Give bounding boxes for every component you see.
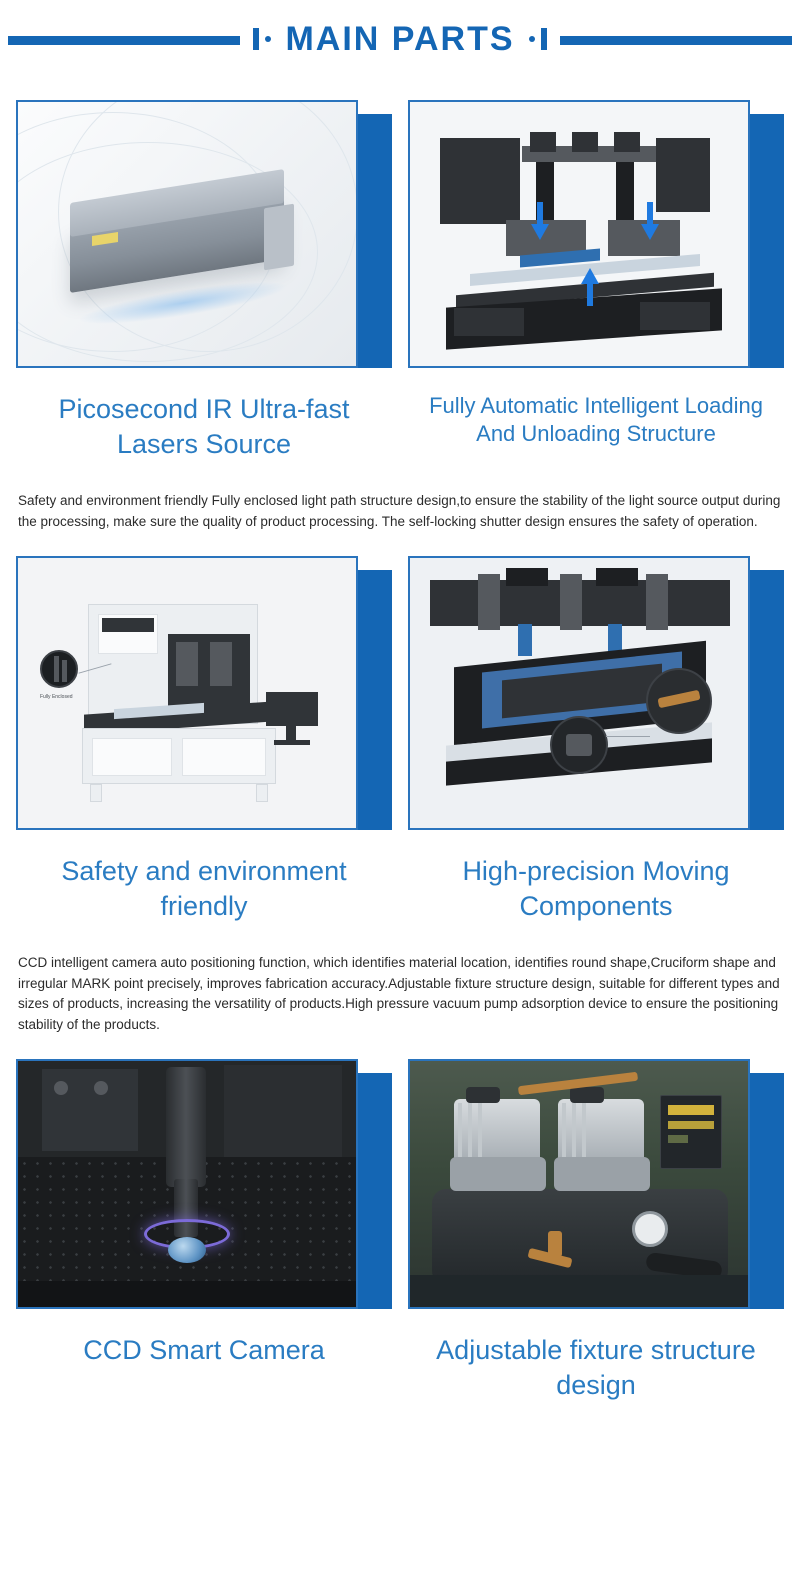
card-safety-environment	[16, 556, 392, 923]
card-moving-components	[408, 556, 784, 923]
fully-enclosed-annotation: Fully Enclosed	[40, 694, 73, 701]
figure-moving-components	[408, 556, 784, 830]
figure-safety-environment	[16, 556, 392, 830]
card-picosecond-laser	[16, 100, 392, 461]
figure-picosecond-laser	[16, 100, 392, 368]
card-caption: High-precision Moving Components	[462, 856, 730, 921]
card-caption: Safety and environment friendly	[61, 856, 347, 921]
row-3	[16, 1059, 784, 1402]
paragraph-ccd: CCD intelligent camera auto positioning function, which identifies material location, identifies round shape,Cruciform shape and irregular MARK point precisely, improves fabrication accuracy.Adjustable fixture structure design, suitable for different types and sizes of products, increasing the versatility of products.High pressure vacuum pump adsorption device to ensure the positioning stability of the products.	[18, 955, 780, 1032]
card-caption: Fully Automatic Intelligent Loading And Unloading Structure	[429, 393, 763, 447]
bar-icon	[541, 28, 547, 50]
card-ccd-camera	[16, 1059, 392, 1402]
dot-icon	[529, 36, 535, 42]
card-adjustable-fixture	[408, 1059, 784, 1402]
header-right-marks	[529, 28, 547, 50]
paragraph-safety: Safety and environment friendly Fully enclosed light path structure design,to ensure the stability of the light source output during the processing, make sure the quality of product processing. The self-locking shutter design ensures the safety of operation.	[18, 493, 781, 529]
automatic-loading-unloading-structure-photo	[408, 100, 750, 368]
figure-auto-loading	[408, 100, 784, 368]
ccd-smart-camera-photo	[16, 1059, 358, 1309]
row-1	[16, 100, 784, 461]
bar-icon	[253, 28, 259, 50]
card-caption: CCD Smart Camera	[83, 1335, 325, 1366]
adjustable-fixture-vacuum-pump-photo	[408, 1059, 750, 1309]
header-rule-right	[560, 36, 792, 45]
page-title: MAIN PARTS	[285, 19, 515, 58]
card-caption: Adjustable fixture structure design	[436, 1335, 756, 1400]
header-rule-left	[8, 36, 240, 45]
figure-ccd-camera	[16, 1059, 392, 1309]
row-2	[16, 556, 784, 923]
card-auto-loading	[408, 100, 784, 461]
high-precision-moving-components-photo	[408, 556, 750, 830]
header-left-marks	[253, 28, 271, 50]
dot-icon	[265, 36, 271, 42]
fully-enclosed-machine-photo	[16, 556, 358, 830]
page-content	[0, 70, 800, 1418]
card-caption: Picosecond IR Ultra-fast Lasers Source	[58, 394, 350, 459]
header-center	[247, 20, 552, 59]
figure-adjustable-fixture	[408, 1059, 784, 1309]
page-header	[0, 8, 800, 70]
picosecond-ir-laser-source-photo	[16, 100, 358, 368]
